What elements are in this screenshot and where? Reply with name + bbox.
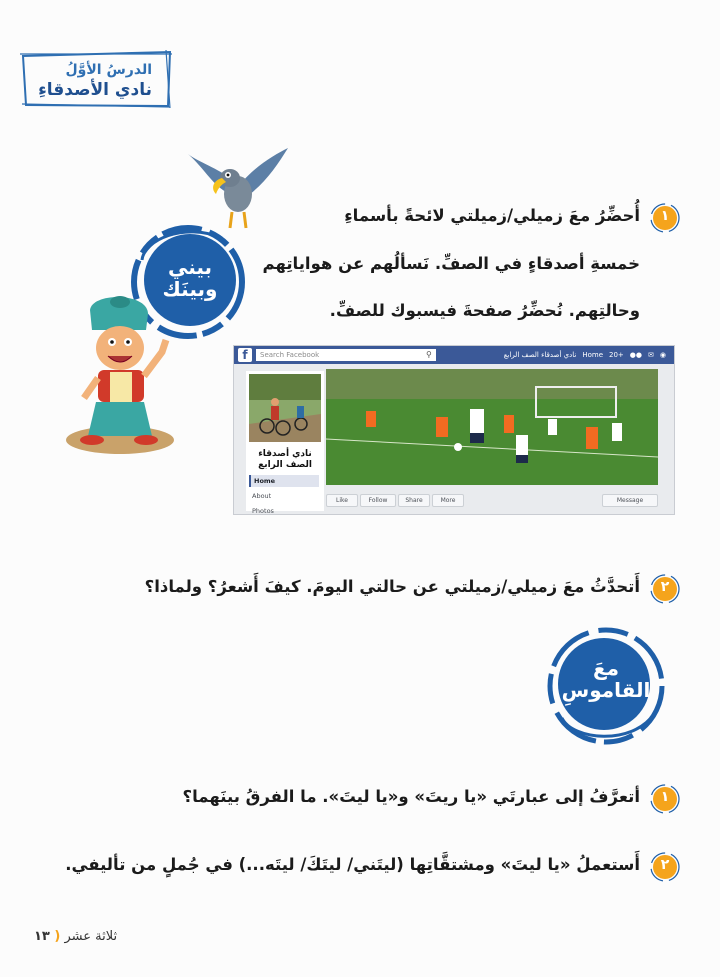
nav-about[interactable]: About (252, 492, 272, 500)
dictionary-line2: القاموسِ (561, 678, 651, 702)
task-2-text: أَتحدَّثُ معَ زميلي/زميلتي عن حالتي اليومَ. كيفَ أَشعرُ؟ ولماذا؟ (144, 577, 640, 596)
cover-photo[interactable] (326, 369, 658, 485)
message-button[interactable]: Message (602, 494, 658, 507)
dictionary-label (560, 657, 652, 701)
task-badge-1 (650, 203, 680, 233)
bird-illustration (186, 142, 290, 232)
share-button[interactable]: Share (398, 494, 430, 507)
facebook-top-right (504, 348, 666, 362)
page-footer (34, 929, 117, 944)
dictionary-line1: معَ (592, 656, 620, 680)
like-button[interactable]: Like (326, 494, 358, 507)
between-line1: بيني (167, 255, 213, 279)
facebook-profile-card (246, 371, 324, 515)
follow-button[interactable]: Follow (360, 494, 396, 507)
nav-home[interactable]: Home (249, 475, 319, 487)
boy-illustration (62, 290, 182, 460)
search-icon[interactable]: ⚲ (426, 350, 432, 359)
facebook-page-mockup (233, 345, 675, 515)
task-badge-number: ١ (660, 208, 670, 224)
task-1-line-1: أُحضِّرُ معَ زميلي/زميلتي لائحةً بأسماءِ (344, 206, 640, 225)
facebook-search-input[interactable]: Search Facebook (256, 349, 436, 361)
globe-icon[interactable]: ◉ (659, 351, 666, 359)
task-4-text: أَستعملُ «يا ليتَ» ومشتقَّاتِها (ليتَني/ ليتَكَ/ ليتَه...) في جُملٍ من تأليفي. (65, 855, 640, 874)
lesson-number: الدرسُ الأوَّلُ (65, 62, 152, 78)
task-badge-number: ١ (660, 789, 670, 805)
task-badge-number: ٢ (660, 579, 670, 595)
page-number: ١٣ (34, 929, 50, 944)
facebook-logo-icon: f (238, 348, 252, 362)
page-number-text: ثلاثة عشر (64, 929, 118, 944)
more-button[interactable]: More (432, 494, 464, 507)
facebook-top-bar (234, 346, 674, 364)
profile-name-line1: نادي أصدقاء (258, 449, 312, 459)
lesson-title: نادي الأصدقاءِ (38, 80, 152, 100)
page-number-separator: ( (49, 929, 61, 944)
task-badge-4 (650, 852, 680, 882)
lesson-header (20, 50, 172, 108)
facebook-home-link[interactable]: Home (582, 351, 604, 359)
task-badge-2 (650, 574, 680, 604)
nav-photos[interactable]: Photos (252, 507, 274, 515)
facebook-page-name[interactable]: نادي أصدقاء الصف الرابع (503, 351, 577, 359)
facebook-notification-count: 20+ (609, 351, 624, 359)
task-1-line-3: وحالتِهم. نُحضِّرُ صفحةَ فيسبوك للصفِّ. (329, 301, 640, 320)
task-badge-3 (650, 784, 680, 814)
profile-name-line2: الصف الرابع (258, 460, 312, 471)
messages-icon[interactable]: ✉ (648, 351, 654, 359)
task-3-text: أتعرَّفُ إلى عبارتَي «يا ريتَ» و«يا ليتَ». ما الفرقُ بينَهما؟ (182, 787, 640, 806)
profile-picture[interactable] (249, 374, 321, 442)
task-1-line-2: خمسةِ أصدقاءٍ في الصفِّ. نَسألُهم عن هواياتِهم (262, 254, 640, 273)
between-line2: وبينَك (162, 277, 218, 301)
friends-icon[interactable]: ●● (629, 351, 643, 359)
task-badge-number: ٢ (660, 857, 670, 873)
facebook-action-bar (326, 492, 658, 506)
profile-name (246, 449, 324, 472)
